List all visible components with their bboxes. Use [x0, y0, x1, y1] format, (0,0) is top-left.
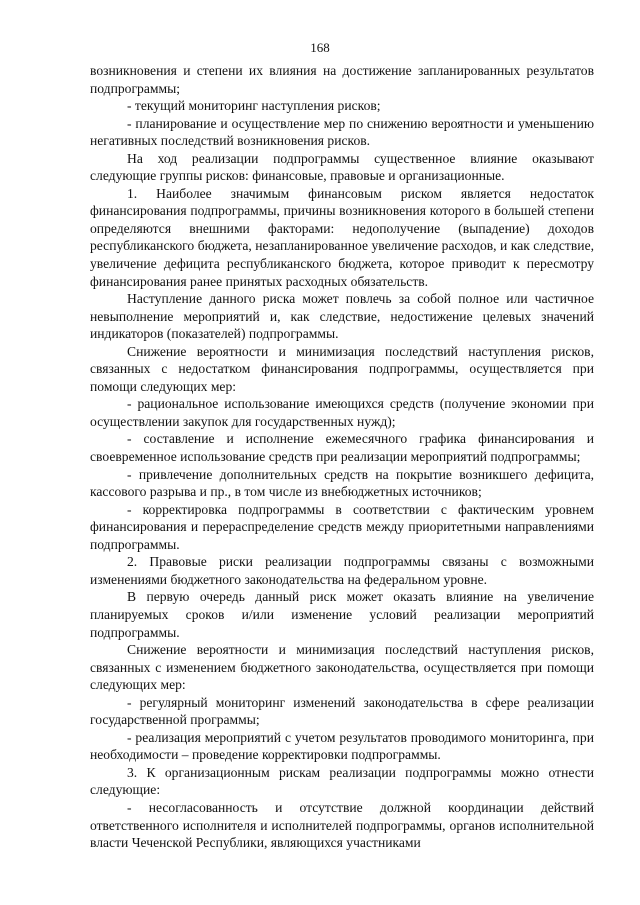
list-item-planning: - планирование и осуществление мер по снижению вероятности и уменьшению негативных последствий возникновения рисков. [90, 115, 594, 149]
list-item-implementation: - реализация мероприятий с учетом результатов проводимого мониторинга, при необходимости – проведение корректировки подпрограммы. [90, 729, 594, 763]
paragraph-legal-risk: 2. Правовые риски реализации подпрограммы связаны с возможными изменениями бюджетного законодательства на федеральном уровне. [90, 554, 594, 587]
list-item-adjustment: - корректировка подпрограммы в соответствии с фактическим уровнем финансирования и перераспределение средств между приоритетными направлениями подпрограммы. [90, 501, 594, 552]
list-item-monitoring: - текущий мониторинг наступления рисков; [127, 98, 381, 114]
paragraph-organizational-risk: 3. К организационным рискам реализации подпрограммы можно отнести следующие: [90, 764, 594, 798]
paragraph-continuation: возникновения и степени их влияния на достижение запланированных результатов подпрограммы; [90, 63, 594, 96]
page-number: 168 [310, 40, 330, 55]
list-item-additional-funds: - привлечение дополнительных средств на покрытие возникшего дефицита, кассового разрыва и пр., в том числе из внебюджетных источников; [90, 466, 594, 500]
paragraph-financial-mitigation: Снижение вероятности и минимизация последствий наступления рисков, связанных с недостатком финансирования подпрограммы, осуществляется при помощи следующих мер: [90, 343, 594, 394]
paragraph-legal-mitigation: Снижение вероятности и минимизация последствий наступления рисков, связанных с изменением бюджетного законодательства, осуществляется при помощи следующих мер: [90, 642, 594, 693]
document-body [90, 62, 594, 852]
list-item-schedule: - составление и исполнение ежемесячного графика финансирования и своевременное использование средств при реализации мероприятий подпрограммы; [90, 431, 594, 465]
paragraph-legal-impact: В первую очередь данный риск может оказать влияние на увеличение планируемых сроков и/или изменение условий реализации мероприятий подпрограммы. [90, 589, 594, 640]
paragraph-financial-risk: 1. Наиболее значимым финансовым риском является недостаток финансирования подпрограммы, причины возникновения которого в большей степени определяются внешними факторами: недополучение (выпадение) доходов республиканского бюджета, незапланированное увеличение расходов, и как следствие, увеличение дефицита республиканского бюджета, которое приводит к пересмотру финансирования ранее принятых расходных обязательств. [90, 185, 594, 289]
list-item-legal-monitoring: - регулярный мониторинг изменений законодательства в сфере реализации государственной программы; [90, 694, 594, 728]
paragraph-risk-groups: На ход реализации подпрограммы существенное влияние оказывают следующие группы рисков: финансовые, правовые и организационные. [90, 150, 594, 184]
paragraph-risk-consequence: Наступление данного риска может повлечь за собой полное или частичное невыполнение мероприятий и, как следствие, недостижение целевых значений индикаторов (показателей) подпрограммы. [90, 291, 594, 342]
list-item-coordination: - несогласованность и отсутствие должной координации действий ответственного исполнителя и исполнителей подпрограммы, органов исполнительной власти Чеченской Республики, являющихся участниками [90, 799, 594, 851]
list-item-rational-use: - рациональное использование имеющихся средств (получение экономии при осуществлении закупок для государственных нужд); [90, 396, 594, 429]
